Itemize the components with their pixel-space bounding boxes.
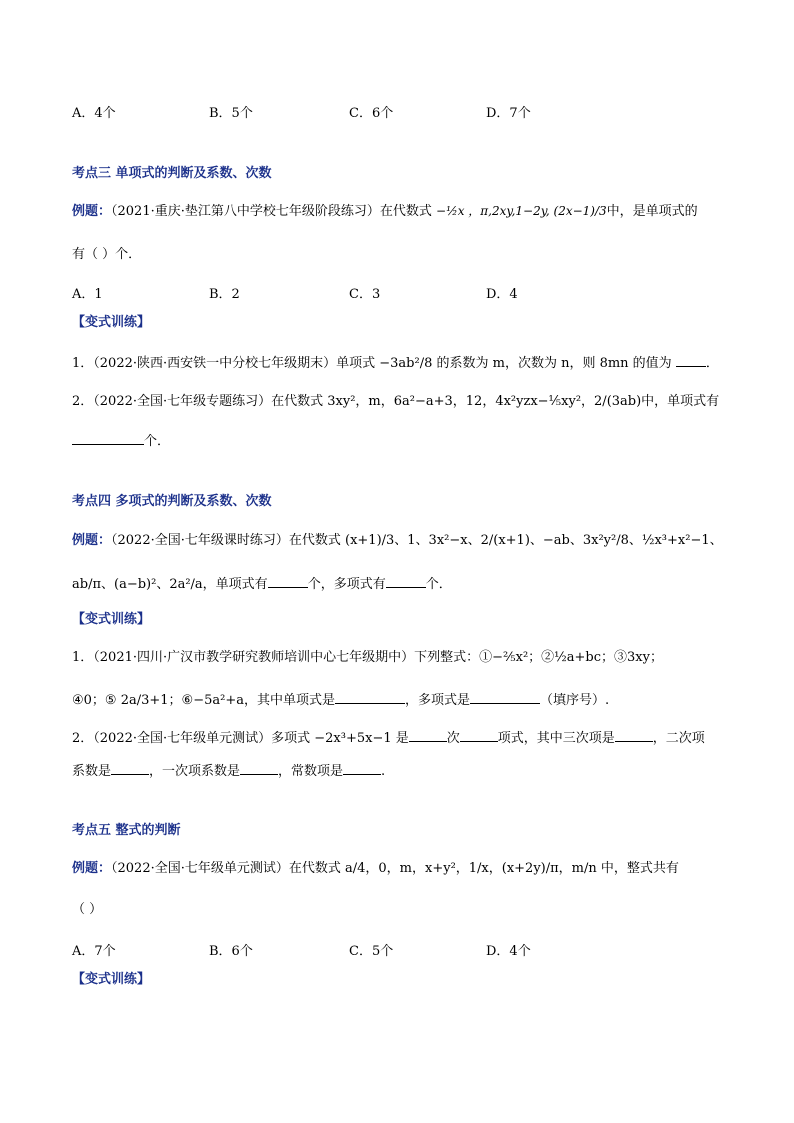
option-c: C．6个: [349, 106, 394, 121]
practice-2-line2-c: ，常数项是: [278, 764, 344, 779]
s3-practice-2: 2．（2022·全国·七年级专题练习）在代数式 3xy²，m，6a²−a+3，12，4x²yzx−⅕xy²，2/(3ab)中，单项式有: [72, 394, 720, 409]
practice-1-end: （填序号）.: [540, 693, 610, 708]
s5-example: [72, 859, 679, 879]
s4-practice-label: 【变式训练】: [72, 612, 151, 627]
answer-blank: [111, 760, 149, 775]
practice-2-line2-b: ，一次项系数是: [149, 764, 241, 779]
s4-example-line2: [72, 573, 452, 595]
s4-practice-2: [72, 727, 705, 749]
example-line2: ab/π、(a−b)²、2a²/a，单项式有: [72, 577, 268, 592]
s4-practice-1: 1．（2021·四川·广汉市教学研究教师培训中心七年级期中）下列整式：①−⅖x²；②½a+bc；③3xy；: [72, 650, 663, 665]
example-line2-end: 个．: [425, 577, 452, 592]
section-4-title: 考点四 多项式的判断及系数、次数: [72, 494, 272, 509]
option-a: A．7个: [72, 944, 116, 959]
practice-2-line2-end: .: [381, 764, 386, 779]
example-text: （2022·全国·七年级课时练习）在代数式 (x+1)/3、1、3x²−x、2/(x+1)、−ab、3x²y²/8、½x³+x²−1、: [111, 533, 723, 548]
option-d: D．7个: [486, 106, 531, 121]
answer-blank: [409, 727, 447, 742]
example-label: 例题：: [72, 533, 112, 548]
example-text: （2022·全国·七年级单元测试）在代数式 a/4，0，m，x+y²，1/x，(x+2y)/π，m/n 中，整式共有: [111, 861, 679, 876]
answer-blank: [460, 727, 498, 742]
practice-2-b: 项式，其中三次项是: [497, 731, 615, 746]
practice-2-a: 次: [446, 731, 460, 746]
s3-practice-1: 1．（2022·陕西·西安铁一中分校七年级期末）单项式 −3ab²/8 的系数为 m，次数为 n，则 8mn 的值为 ．: [72, 352, 719, 374]
answer-blank: [240, 760, 278, 775]
option-a: A．1: [72, 287, 103, 302]
option-c: C．3: [349, 287, 381, 302]
s4-example: [72, 531, 723, 551]
s3-practice-label: 【变式训练】: [72, 315, 151, 330]
example-line2-mid: 个，多项式有: [307, 577, 386, 592]
example-label: 例题：: [72, 861, 112, 876]
practice-2-line2: 系数是: [72, 764, 112, 779]
s5-example-line2: （ ）: [72, 902, 103, 917]
option-a: A．4个: [72, 106, 116, 121]
option-b: B．5个: [209, 106, 253, 121]
s3-practice-2-line2: [72, 430, 170, 452]
answer-blank: [386, 573, 426, 588]
answer-blank: [268, 573, 308, 588]
option-c: C．5个: [349, 944, 394, 959]
example-tail: 中，是单项式的: [606, 204, 698, 219]
section-3-title: 考点三 单项式的判断及系数、次数: [72, 166, 272, 181]
practice-1-line2: ④0；⑤ 2a/3+1；⑥−5a²+a，其中单项式是: [72, 693, 335, 708]
option-b: B．2: [209, 287, 240, 302]
answer-blank: [615, 727, 653, 742]
practice-1-mid: ，多项式是: [404, 693, 470, 708]
option-b: B．6个: [209, 944, 253, 959]
option-d: D．4个: [486, 944, 531, 959]
practice-2-end: 个．: [144, 434, 171, 449]
example-label: 例题：: [72, 204, 112, 219]
section-5-title: 考点五 整式的判断: [72, 823, 181, 838]
answer-blank: [343, 760, 381, 775]
practice-2-text: 2．（2022·全国·七年级单元测试）多项式 −2x³+5x−1 是: [72, 731, 409, 746]
answer-blank: [72, 430, 144, 445]
s5-practice-label: 【变式训练】: [72, 972, 151, 987]
practice-1-text: 1．（2022·陕西·西安铁一中分校七年级期末）单项式 −3ab²/8 的系数为 m，次数为 n，则 8mn 的值为: [72, 356, 672, 371]
s4-practice-1-line2: [72, 689, 609, 711]
s4-practice-2-line2: [72, 760, 385, 782]
s3-example: [72, 201, 698, 222]
practice-2-c: ，二次项: [652, 731, 705, 746]
example-expression: −½x ，π,2xy,1−2y, (2x−1)/3: [436, 204, 607, 218]
answer-blank: [335, 689, 405, 704]
option-d: D．4: [486, 287, 518, 302]
s3-example-line2: 有（ ）个．: [72, 247, 142, 262]
answer-blank: [470, 689, 540, 704]
answer-blank: [676, 352, 706, 367]
example-source: （2021·重庆·垫江第八中学校七年级阶段练习）在代数式: [111, 204, 432, 219]
